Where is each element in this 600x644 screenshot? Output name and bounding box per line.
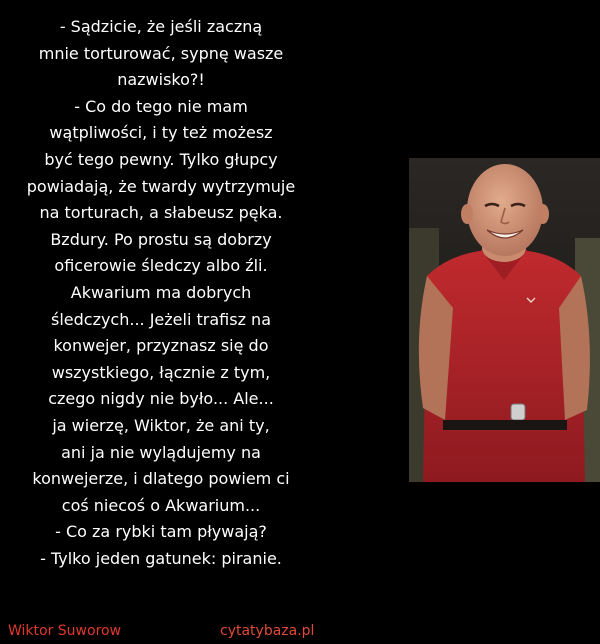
quote-line: - Co za rybki tam pływają? xyxy=(55,522,267,542)
quote-line: oficerowie śledczy albo źli. xyxy=(54,256,268,276)
author-portrait-illustration xyxy=(409,158,600,482)
quote-line: nazwisko?! xyxy=(117,70,205,90)
quote-line: wątpliwości, i ty też możesz xyxy=(49,123,273,143)
quote-line: coś niecoś o Akwarium... xyxy=(61,495,261,515)
quote-line: mnie torturować, sypnę wasze xyxy=(38,43,284,63)
quote-text xyxy=(8,14,314,572)
quote-line: śledczych... Jeżeli trafisz na xyxy=(50,309,271,329)
quote-line: - Tylko jeden gatunek: piranie. xyxy=(40,548,282,568)
quote-line: ani ja nie wylądujemy na xyxy=(61,442,261,462)
quote-line: - Sądzicie, że jeśli zaczną xyxy=(59,17,263,36)
belt xyxy=(443,420,567,430)
author-name: Wiktor Suworow xyxy=(8,623,122,639)
author-photo xyxy=(409,158,600,482)
left-ear xyxy=(461,204,473,224)
quote-line: Akwarium ma dobrych xyxy=(70,282,252,302)
quote-line: być tego pewny. Tylko głupcy xyxy=(44,149,278,169)
watch xyxy=(511,404,525,420)
quote-line: czego nigdy nie było... Ale... xyxy=(48,389,274,409)
quote-line: na torturach, a słabeusz pęka. xyxy=(39,203,283,223)
quote-line: wszystkiego, łącznie z tym, xyxy=(51,362,271,382)
quote-line: powiadają, że twardy wytrzymuje xyxy=(26,176,296,196)
right-ear xyxy=(537,204,549,224)
quote-line: ja wierzę, Wiktor, że ani ty, xyxy=(52,415,270,435)
quote-line: konwejer, przyznasz się do xyxy=(53,336,269,356)
site-link[interactable]: cytatybaza.pl xyxy=(220,623,315,639)
quote-line: Bzdury. Po prostu są dobrzy xyxy=(50,229,272,249)
quote-line: - Co do tego nie mam xyxy=(74,96,248,116)
quote-line: konwejerze, i dlatego powiem ci xyxy=(32,469,290,489)
